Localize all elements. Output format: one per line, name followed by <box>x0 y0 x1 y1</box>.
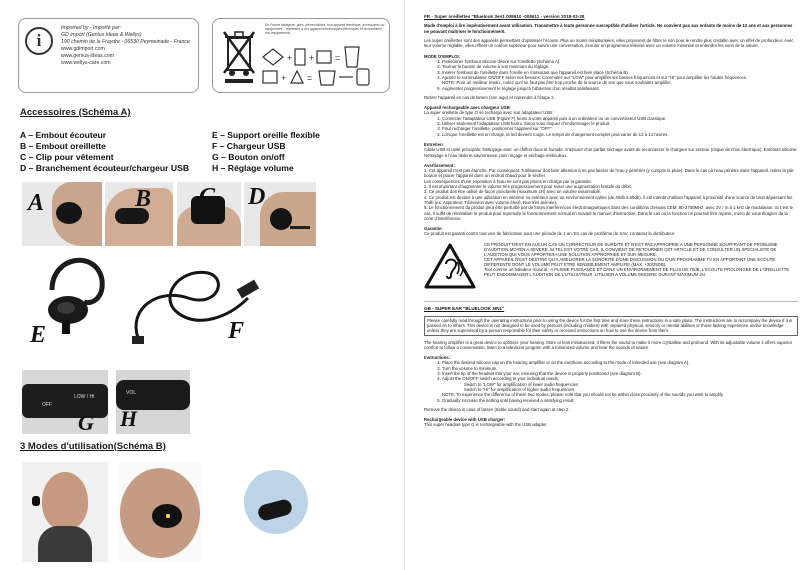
switch-off-label: OFF <box>42 402 52 408</box>
list-item: 1. Connecter l'adaptateur USB (Figure F) fourni à votre appareil puis à un ordinateur ou un convertisseur USB classique. <box>442 116 798 121</box>
legend-item-b: B – Embout oreillette <box>20 141 106 151</box>
fr-avert-2: Les conséquences d'une exposition à l'eau ne sont pas prises en charge par la garantie. <box>424 178 592 184</box>
recycling-box <box>212 18 390 93</box>
photo-label-d: D <box>248 184 266 210</box>
svg-text:+: + <box>309 53 315 63</box>
fr-warning: Mode d'emploi à lire impérativement avant utilisation. Transmettre à toute personne susceptible d'utiliser l'article. Ne convient pas aux enfants de moins de 12 ans et aux personnes ne pouvant maîtriser le fonctionnement. <box>424 23 793 34</box>
divider <box>424 301 798 302</box>
fr-intro: Les super oreillettes sont des appareils permettant d'optimiser l'écoute. Plus ou moins miniaturisées, elles proposent de filtrer le son pour le rendre plus cristallin avec un effet de profondeur. Avec leur volume réglable, elles offrent un confort supérieur pour suivre une conversation, écouter un programme télévisé avec un volume minimisé et entendre les sons de la nature. <box>424 38 794 49</box>
gb-rech-text: This super headset type G is rechargeable with the USB adapter. <box>424 422 548 428</box>
gb-steps <box>424 360 798 402</box>
legend-item-d: D – Branchement écouteur/chargeur USB <box>20 163 190 173</box>
photo-d <box>244 182 316 246</box>
fr-entretien: Câble USB et unité principale: Nettoyage avec un chiffon doux et humide. S'assurer d'un parfait séchage avant de reconnecter le chargeur sur secteur (risque de choc électrique). Embouts silicone: Nettoyage à l'eau tiède et savonneuse, puis rinçage et séchage méticuleux. <box>424 147 798 158</box>
caution-text-2: CET APPAREIL N'EST DESTINE QU'A AMELIORER LA SONORITE D'UNE DISCUSSION OU D'UN PROGRAMME TV EN APPORTANT UNE ECOUTE DIFFERENTE DONT LE VOLUME PEUT ETRE SENSIBLEMENT AMPLIFIE (MAX. +20/25DB). <box>484 256 776 268</box>
legend-item-a: A – Embout écouteur <box>20 130 107 140</box>
fr-avert-3: 2. Il est important d'augmenter le volume très progressivement pour éviter une augmentation brutale du débit. <box>424 184 632 190</box>
legend-item-f: F – Chargeur USB <box>212 141 286 151</box>
list-item: 3. Insérer l'embout de l'oreillette dans l'oreille en s'assurant que l'appareil est bien placé (Schéma B). <box>442 70 798 75</box>
legend-item-e: E – Support oreille flexible <box>212 130 320 140</box>
list-item: 4. Lorsque l'oreillette est en charge, la led devient rouge. Le temps de chargement complet peut varier de 12 à 14 heures. <box>442 132 798 137</box>
list-item: 3. Insert the tip of the headset into your ear, ensuring that the device is properly positioned (see diagram B). <box>442 371 798 376</box>
photo-label-h: H <box>120 406 138 431</box>
list-item-text: Adjust the ON/OFF switch according to your individual needs: <box>442 376 560 382</box>
fr-garantie: Ce produit est garanti contre tout vice de fabrication pour une période de 1 an. En cas de problème de SAV, contacter le distributeur. <box>424 231 676 237</box>
list-item: 2. Utiliser seulement l'adaptateur USB fourni. Sinon vous risquez d'endommager le produit. <box>442 121 798 126</box>
list-item: 2. Turn the volume to minimum. <box>442 366 798 371</box>
caution-text-1: CE PRODUIT N'EST EN AUCUN CAS UN CORRECTEUR DE SURDITE ET N'EST PAS APPROPRIE A UNE PERSONNE SOUFFRANT DE PROBLEME D'AUDITION MOYEN A SEVERE. SI TEL EST VOTRE CAS, IL CONVIENT DE RETOURNER CET ARTICLE ET DE CONSULTER UN SPECIALISTE DE L'AUDITION QUI VOUS APPORTERA UNE SOLUTION APPROPRIEE ET SUR MESURE. <box>484 241 778 257</box>
accessories-heading: Accessoires (Schéma A) <box>20 107 131 118</box>
mode-photo-3 <box>230 462 316 562</box>
fr-avert-5: 4. Ce produit est destiné à une utilisation en intérieur ou extérieur avec un environnement calme (de 40db à 60db). Il est interdit d'utiliser l'appareil à proximité d'une source de bruit dépassant les 70db (ex: Aspirateur, Télévision avec volume élevé, Rue très animée). <box>424 194 793 205</box>
info-icon: i <box>25 27 53 55</box>
imported-by-label: Imported by - Importé par: <box>61 25 121 31</box>
legend-item-h: H – Réglage volume <box>212 163 294 173</box>
importer-info-box <box>18 18 199 93</box>
photo-f <box>118 258 268 354</box>
gb-note: NOTE: To experience the difference of these two modes, please note that you should not be within close proximity of the sounds you wish to amplify. <box>442 392 724 398</box>
fr-usb-steps <box>424 116 798 137</box>
gb-instr-title: Instructions: <box>424 355 451 361</box>
importer-text <box>61 25 201 67</box>
fr-larsen: Retirer l'appareil en cas de larsen (son aigu) et reprendre à l'étape 2. <box>424 94 555 100</box>
svg-text:+: + <box>281 73 287 83</box>
photo-label-f: F <box>228 318 245 344</box>
hearing-caution <box>424 242 798 295</box>
volume-label: VOL <box>126 390 137 396</box>
fr-mode-steps <box>424 59 798 91</box>
mode-photo-1 <box>22 462 108 562</box>
svg-text:=: = <box>307 73 313 83</box>
list-item: 3. Pour recharger l'oreillette, positionner l'appareil sur "OFF". <box>442 126 798 131</box>
photo-label-g: G <box>78 410 94 434</box>
fr-usb-intro: La super oreillette de type G se recharge avec son adaptateur USB : <box>424 110 555 116</box>
photo-h <box>116 370 190 434</box>
modes-heading: 3 Modes d'utilisation(Schéma B) <box>20 441 166 452</box>
fr-usb-title: Appareil rechargeable avec chargeur USB: <box>424 105 512 111</box>
website: www.wellys-care.com <box>61 60 111 66</box>
caution-icon-wrap <box>424 242 484 295</box>
caution-text-3: Tout comme un baladeur musical : A PLEINE PUISSANCE ET DANS UN ENVIRONNEMENT DE PLUS DE 70dB, L'ECOUTE PROLONGEE DE L'OREILLETTE PEUT ENDOMMAGER L'AUDITION DE L'UTILISATEUR. UTILISER A VOLUME MODERE DURANT MAXIMUM 2H. <box>484 267 790 278</box>
photo-label-e: E <box>30 322 47 348</box>
switch-lowhi-label: LOW / HI <box>74 394 95 400</box>
list-item: 2. Tourner le bouton de volume à son minimum du réglage. <box>442 64 798 69</box>
list-item <box>442 75 798 86</box>
usb-cable-illustration <box>118 258 268 354</box>
photo-c <box>177 182 241 246</box>
fr-entretien-title: Entretien: <box>424 141 445 147</box>
list-item <box>442 376 798 397</box>
photo-b <box>105 182 173 246</box>
gb-title: GB - SUPER EAR "BLUELOOK 3IN1" <box>424 305 505 311</box>
hearing-warning-icon <box>424 242 476 290</box>
website: www.genius-ideas.com <box>61 53 115 59</box>
photo-g <box>22 370 108 434</box>
photo-label-b: B <box>135 186 152 212</box>
gb-rech-title: Rechargeable device with USB charger: <box>424 417 506 423</box>
gb-warning: Please carefully read through the operating instructions prior to using the device for the first time and store these instructions in a safe place. The instructions are to accompany the device if it is passed on to others. This device is not designed to be used by persons (including children) with impaired physical, sensory or mental abilities or those lacking experience and/or knowledge unless they are supervised by a person responsible for their safety or received instructions on how to use the device from them. <box>427 317 793 334</box>
svg-text:=: = <box>335 53 341 63</box>
list-item-text: Ajustez le commutateur ON/OFF selon vos besoins: Commutez sur "LOW" pour amplifier les basses fréquences et sur "Hi" pour amplifier les hautes fréquences. <box>442 74 748 80</box>
fr-avert-4: 3. Ce produit doit être utilisé de façon ponctuelle (maximum 2H) avec un volume raisonnable. <box>424 189 602 195</box>
photo-e <box>22 250 110 358</box>
photo-label-a: A <box>28 190 45 216</box>
gb-switch-low: Switch to "LOW" for amplification of lower audio frequencies <box>464 381 579 387</box>
company-name: GD import (Genius Ideas & Wellys) <box>61 32 142 38</box>
mode-photo-2 <box>118 462 202 562</box>
legend-item-g: G – Bouton on/off <box>212 152 285 162</box>
gb-warning-box <box>424 316 798 336</box>
website: www.gdimport.com <box>61 46 105 52</box>
gb-intro: The hearing amplifier is a great device to optimize your hearing. More or less miniaturized, it filters the sound to make it more crystalline and profound. With its adjustable volume it offers superior comfort to follow a conversation, listen to a television program with a minimized volume and hear the sounds of nature. <box>424 339 793 350</box>
gb-switch-hi: Switch to "Hi" for amplification of higher audio frequencies <box>464 386 575 392</box>
fr-mode-title: MODE D'EMPLOI: <box>424 53 461 59</box>
photo-a <box>22 182 102 246</box>
fr-avert-6: 5. Le fonctionnement du produit peut être perturbé par de fortes interférences électromagnétiques dans des conditions d'essais CEM: 80-2700MHz, avec 3V / m à 1 kHz de modulation. Si c'est le cas, il suffit de réinitialiser le produit pour reprendre le fonctionnement normal en suivant le manuel d'instruction. Dans le cas où la fonction ne pourrait être reprise, merci de vous éloigner de la zone d'interférence. <box>424 205 793 221</box>
fr-avert-1: 1. Cet appareil n'est pas étanche. Par conséquent, l'utilisateur doit faire attention à ne pas laisser de l'eau y pénétrer (y compris la pluie). Dans le cas où l'eau pénètre dans l'appareil, retirer la pile bouton et placer l'appareil dans un endroit chaud pour le sécher. <box>424 168 794 179</box>
fr-avert-title: Avertissement: <box>424 162 455 168</box>
list-item: 1. Positionner l'embout silicone désiré sur l'oreillette (Schéma A). <box>442 59 798 64</box>
fr-mode-note: NOTE: Pour un meilleur rendu , notez qu'il ne faut pas être trop proche de la source de son que vous souhaitez amplifier. <box>442 80 672 86</box>
svg-text:+: + <box>287 53 293 63</box>
accessories-legend <box>20 130 400 174</box>
list-item: 1. Place the desired silicone cap on the hearing amplifier or on the earphone according to the mode of intended use (see diagram A). <box>442 360 798 365</box>
legend-item-c: C – Clip pour vêtement <box>20 152 114 162</box>
photo-label-c: C <box>199 184 216 210</box>
gb-remove: Remove the device in case of larsen (treble sound) and start again at step 2. <box>424 406 570 412</box>
list-item: 5. Gradually increase the setting until having received a satisfying result. <box>442 398 798 403</box>
list-item: 5. Augmenter progressivement le réglage jusqu'à l'obtention d'un résultat satisfaisant. <box>442 86 798 91</box>
fr-title: FR - Super oreillettes "Bluelook 3en1 008610 -008611 - version 2018-03-28 <box>424 14 585 19</box>
right-page <box>404 0 808 570</box>
fr-garantie-title: Garantie: <box>424 226 443 232</box>
company-address: 190 chemin de la Fraydre - 06530 Peymeinade - France <box>61 39 190 45</box>
recycle-bin-icon <box>219 25 259 87</box>
recycling-text: En France fabriquée, piles, pièces/câbles, tout appareil électrique, accessoires ou équipement... reprendre à vos appareil électroniques/électriques et accessoires/éco-équipements. <box>265 23 385 36</box>
recycling-symbols-icon <box>261 43 385 89</box>
